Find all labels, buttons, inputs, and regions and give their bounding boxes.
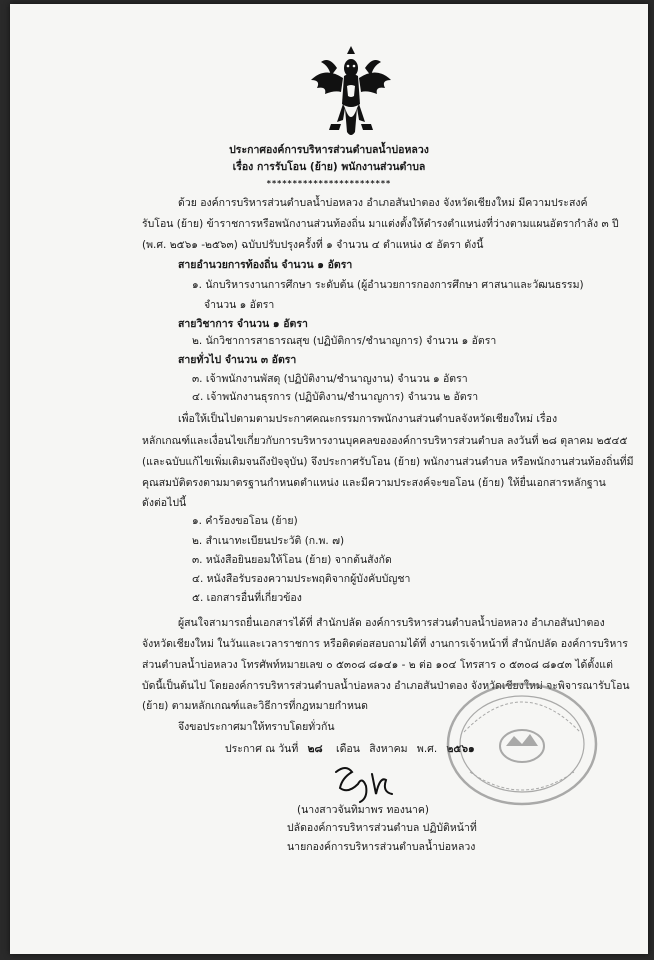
intro-line-3: (พ.ศ. ๒๕๖๑ -๒๕๖๓) ฉบับปรับปรุงครั้งที่ ๑ จำนวน ๔ ตำแหน่ง ๕ อัตรา ดังนี้ [142,239,484,251]
para2-line-5: ดังต่อไปนี้ [142,497,187,509]
document-item-4: ๔. หนังสือรับรองความประพฤติจากผู้บังคับบัญชา [192,573,411,585]
position-item-3: ๓. เจ้าพนักงานพัสดุ (ปฏิบัติงาน/ชำนาญงาน) จำนวน ๑ อัตรา [192,373,468,385]
title-separator: ************************ [266,179,392,188]
para2-line-3: (และฉบับแก้ไขเพิ่มเติมจนถึงปัจจุบัน) จึงประกาศรับโอน (ย้าย) พนักงานส่วนตำบล หรือพนักงานส่วนท้องถิ่นที่มี [142,456,634,468]
official-seal-stamp [442,672,602,812]
date-day: ๒๘ [307,743,323,755]
handwritten-signature [332,764,402,804]
position-item-1: ๑. นักบริหารงานการศึกษา ระดับต้น (ผู้อำนวยการกองการศึกษา ศาสนาและวัฒนธรรม) [192,279,584,291]
document-item-5: ๕. เอกสารอื่นที่เกี่ยวข้อง [192,592,302,604]
para3-line-4: บัดนี้เป็นต้นไป โดยองค์การบริหารส่วนตำบลน้ำบ่อหลวง อำเภอสันป่าตอง จังหวัดเชียงใหม่ จะพิจารณารับโอน [142,680,630,692]
para3-line-3: ส่วนตำบลน้ำบ่อหลวง โทรศัพท์หมายเลข ๐ ๕๓๐๘ ๘๑๔๑ - ๒ ต่อ ๑๐๔ โทรสาร ๐ ๕๓๐๘ ๘๑๔๓ ได้ตั้งแต่ [142,659,613,671]
document-item-1: ๑. คำร้องขอโอน (ย้าย) [192,515,298,527]
signer-name: (นางสาวจันทิมาพร ทองนาค) [297,804,430,816]
position-item-1-count: จำนวน ๑ อัตรา [204,299,275,311]
document-item-3: ๓. หนังสือยินยอมให้โอน (ย้าย) จากต้นสังกัด [192,554,392,566]
date-year-label: พ.ศ. [416,743,438,755]
date-year: ๒๕๖๑ [446,743,475,755]
announcement-title: ประกาศองค์การบริหารส่วนตำบลน้ำบ่อหลวง [229,144,429,156]
date-prefix: ประกาศ ณ วันที่ [225,743,299,755]
group-title-local-admin: สายอำนวยการท้องถิ่น จำนวน ๑ อัตรา [178,259,353,271]
document-page [10,4,648,954]
para3-line-5: (ย้าย) ตามหลักเกณฑ์และวิธีการที่กฎหมายกำหนด [142,700,368,712]
intro-line-1: ด้วย องค์การบริหารส่วนตำบลน้ำบ่อหลวง อำเภอสันป่าตอง จังหวัดเชียงใหม่ มีความประสงค์ [178,197,588,209]
position-item-2: ๒. นักวิชาการสาธารณสุข (ปฏิบัติการ/ชำนาญการ) จำนวน ๑ อัตรา [192,335,497,347]
position-item-4: ๔. เจ้าพนักงานธุรการ (ปฏิบัติงาน/ชำนาญการ) จำนวน ๒ อัตรา [192,391,479,403]
closing-notice: จึงขอประกาศมาให้ทราบโดยทั่วกัน [178,721,335,733]
para2-line-1: เพื่อให้เป็นไปตามตามประกาศคณะกรรมการพนักงานส่วนตำบลจังหวัดเชียงใหม่ เรื่อง [178,413,558,425]
announcement-date [225,742,475,756]
signer-title-line-1: ปลัดองค์การบริหารส่วนตำบล ปฏิบัติหน้าที่ [287,822,477,834]
date-month-label: เดือน [336,743,360,755]
para3-line-2: จังหวัดเชียงใหม่ ในวันและเวลาราชการ หรือติดต่อสอบถามได้ที่ งานการเจ้าหน้าที่ สำนักปลัด องค์การบริหาร [142,638,628,650]
group-title-general: สายทั่วไป จำนวน ๓ อัตรา [178,354,297,366]
signer-title-line-2: นายกองค์การบริหารส่วนตำบลน้ำบ่อหลวง [287,841,476,853]
para2-line-4: คุณสมบัติตรงตามมาตรฐานกำหนดตำแหน่ง และมีความประสงค์จะขอโอน (ย้าย) ให้ยื่นเอกสารหลักฐาน [142,477,606,489]
group-title-academic: สายวิชาการ จำนวน ๑ อัตรา [178,318,308,330]
date-month: สิงหาคม [369,743,408,755]
intro-line-2: รับโอน (ย้าย) ข้าราชการหรือพนักงานส่วนท้องถิ่น มาแต่งตั้งให้ดำรงตำแหน่งที่ว่างตามแผนอัตรากำลัง ๓ ปี [142,218,619,230]
document-item-2: ๒. สำเนาทะเบียนประวัติ (ก.พ. ๗) [192,535,345,547]
garuda-emblem-icon [307,46,395,138]
para2-line-2: หลักเกณฑ์และเงื่อนไขเกี่ยวกับการบริหารงานบุคคลขององค์การบริหารส่วนตำบล ลงวันที่ ๒๘ ตุลาคม ๒๕๔๕ [142,435,628,447]
para3-line-1: ผู้สนใจสามารถยื่นเอกสารได้ที่ สำนักปลัด องค์การบริหารส่วนตำบลน้ำบ่อหลวง อำเภอสันป่าตอง [178,617,605,629]
announcement-subject: เรื่อง การรับโอน (ย้าย) พนักงานส่วนตำบล [232,161,426,173]
